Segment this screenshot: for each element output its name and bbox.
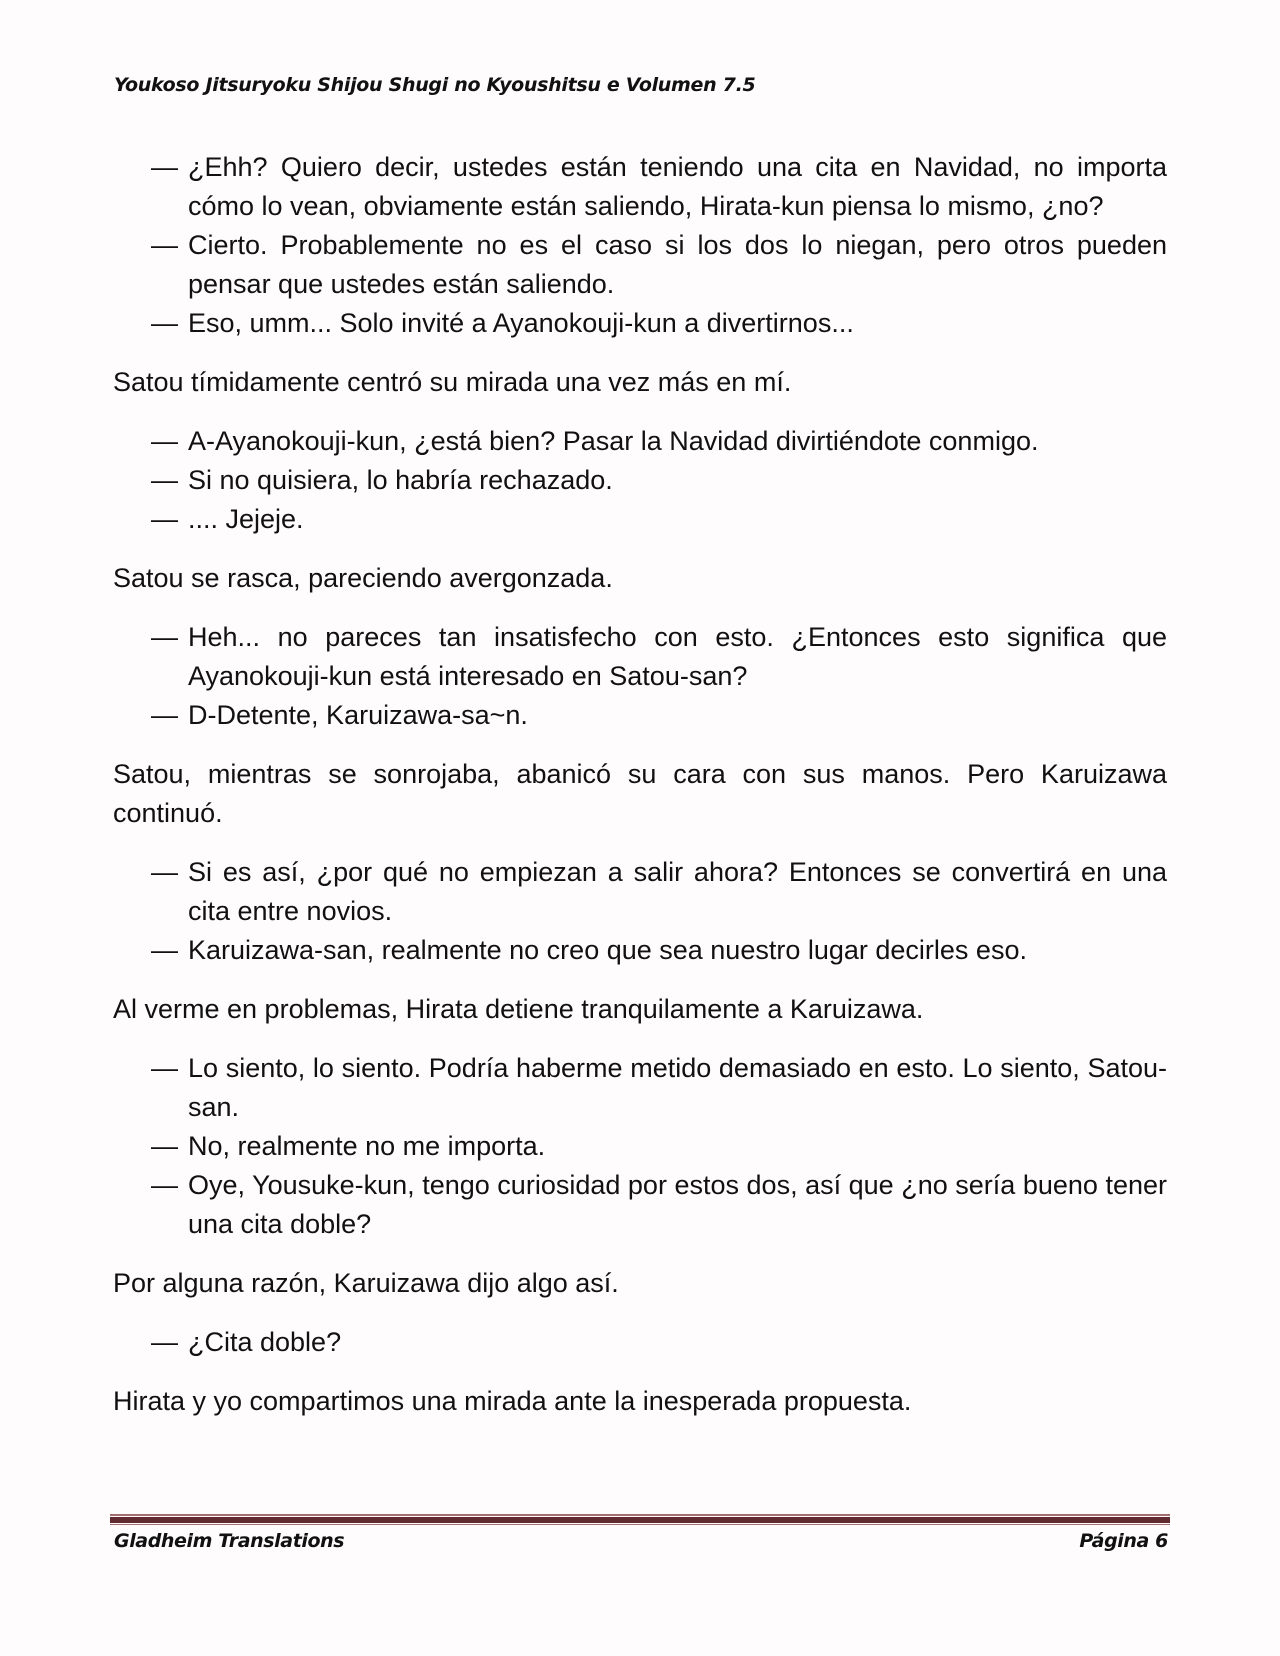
dialogue-group: [113, 148, 1167, 343]
dialogue-text: Lo siento, lo siento. Podría haberme metido demasiado en esto. Lo siento, Satou-san.: [188, 1053, 1167, 1122]
dialogue-line: [113, 500, 1167, 539]
dialogue-line: [113, 226, 1167, 304]
dialogue-line: [113, 461, 1167, 500]
dialogue-text: ¿Cita doble?: [188, 1327, 342, 1357]
dialogue-line: [113, 931, 1167, 970]
dialogue-text: .... Jejeje.: [188, 504, 304, 534]
dialogue-text: Karuizawa-san, realmente no creo que sea nuestro lugar decirles eso.: [188, 935, 1027, 965]
em-dash: —: [151, 1327, 178, 1357]
em-dash: —: [151, 1170, 178, 1200]
em-dash: —: [151, 935, 178, 965]
dialogue-text: Cierto. Probablemente no es el caso si los dos lo niegan, pero otros pueden pensar que ustedes están saliendo.: [188, 230, 1167, 299]
dialogue-line: [113, 696, 1167, 735]
dialogue-line: [113, 1323, 1167, 1362]
em-dash: —: [151, 857, 178, 887]
footer-page-number: Página 6: [1079, 1530, 1168, 1552]
running-header: Youkoso Jitsuryoku Shijou Shugi no Kyoushitsu e Volumen 7.5: [114, 74, 756, 96]
dialogue-text: No, realmente no me importa.: [188, 1131, 546, 1161]
dialogue-text: Eso, umm... Solo invité a Ayanokouji-kun a divertirnos...: [188, 308, 854, 338]
narration-paragraph: Satou tímidamente centró su mirada una vez más en mí.: [113, 367, 792, 397]
dialogue-line: [113, 422, 1167, 461]
dialogue-line: [113, 618, 1167, 696]
page-body: [113, 148, 1167, 1441]
em-dash: —: [151, 152, 178, 182]
dialogue-text: ¿Ehh? Quiero decir, ustedes están teniendo una cita en Navidad, no importa cómo lo vean, obviamente están saliendo, Hirata-kun piensa lo mismo, ¿no?: [188, 152, 1167, 221]
dialogue-text: Si es así, ¿por qué no empiezan a salir ahora? Entonces se convertirá en una cita entre novios.: [188, 857, 1167, 926]
dialogue-group: [113, 853, 1167, 970]
dialogue-text: D-Detente, Karuizawa-sa~n.: [188, 700, 528, 730]
em-dash: —: [151, 700, 178, 730]
dialogue-line: [113, 304, 1167, 343]
em-dash: —: [151, 622, 178, 652]
narration-paragraph: Hirata y yo compartimos una mirada ante la inesperada propuesta.: [113, 1386, 912, 1416]
narration-paragraph: Satou se rasca, pareciendo avergonzada.: [113, 563, 613, 593]
dialogue-line: [113, 1127, 1167, 1166]
dialogue-line: [113, 1049, 1167, 1127]
footer-divider: [110, 1514, 1170, 1525]
em-dash: —: [151, 1053, 178, 1083]
dialogue-text: A-Ayanokouji-kun, ¿está bien? Pasar la Navidad divirtiéndote conmigo.: [188, 426, 1039, 456]
dialogue-line: [113, 148, 1167, 226]
dialogue-group: [113, 1323, 1167, 1362]
footer-translator: Gladheim Translations: [114, 1530, 345, 1552]
narration-paragraph: Satou, mientras se sonrojaba, abanicó su cara con sus manos. Pero Karuizawa continuó.: [113, 759, 1167, 828]
em-dash: —: [151, 504, 178, 534]
dialogue-group: [113, 618, 1167, 735]
dialogue-text: Si no quisiera, lo habría rechazado.: [188, 465, 613, 495]
em-dash: —: [151, 465, 178, 495]
em-dash: —: [151, 426, 178, 456]
dialogue-group: [113, 422, 1167, 539]
em-dash: —: [151, 1131, 178, 1161]
dialogue-text: Oye, Yousuke-kun, tengo curiosidad por estos dos, así que ¿no sería bueno tener una cita doble?: [188, 1170, 1167, 1239]
em-dash: —: [151, 230, 178, 260]
dialogue-group: [113, 1049, 1167, 1244]
narration-paragraph: Al verme en problemas, Hirata detiene tranquilamente a Karuizawa.: [113, 994, 924, 1024]
em-dash: —: [151, 308, 178, 338]
narration-paragraph: Por alguna razón, Karuizawa dijo algo así.: [113, 1268, 619, 1298]
dialogue-text: Heh... no pareces tan insatisfecho con esto. ¿Entonces esto significa que Ayanokouji-kun está interesado en Satou-san?: [188, 622, 1167, 691]
dialogue-line: [113, 853, 1167, 931]
dialogue-line: [113, 1166, 1167, 1244]
